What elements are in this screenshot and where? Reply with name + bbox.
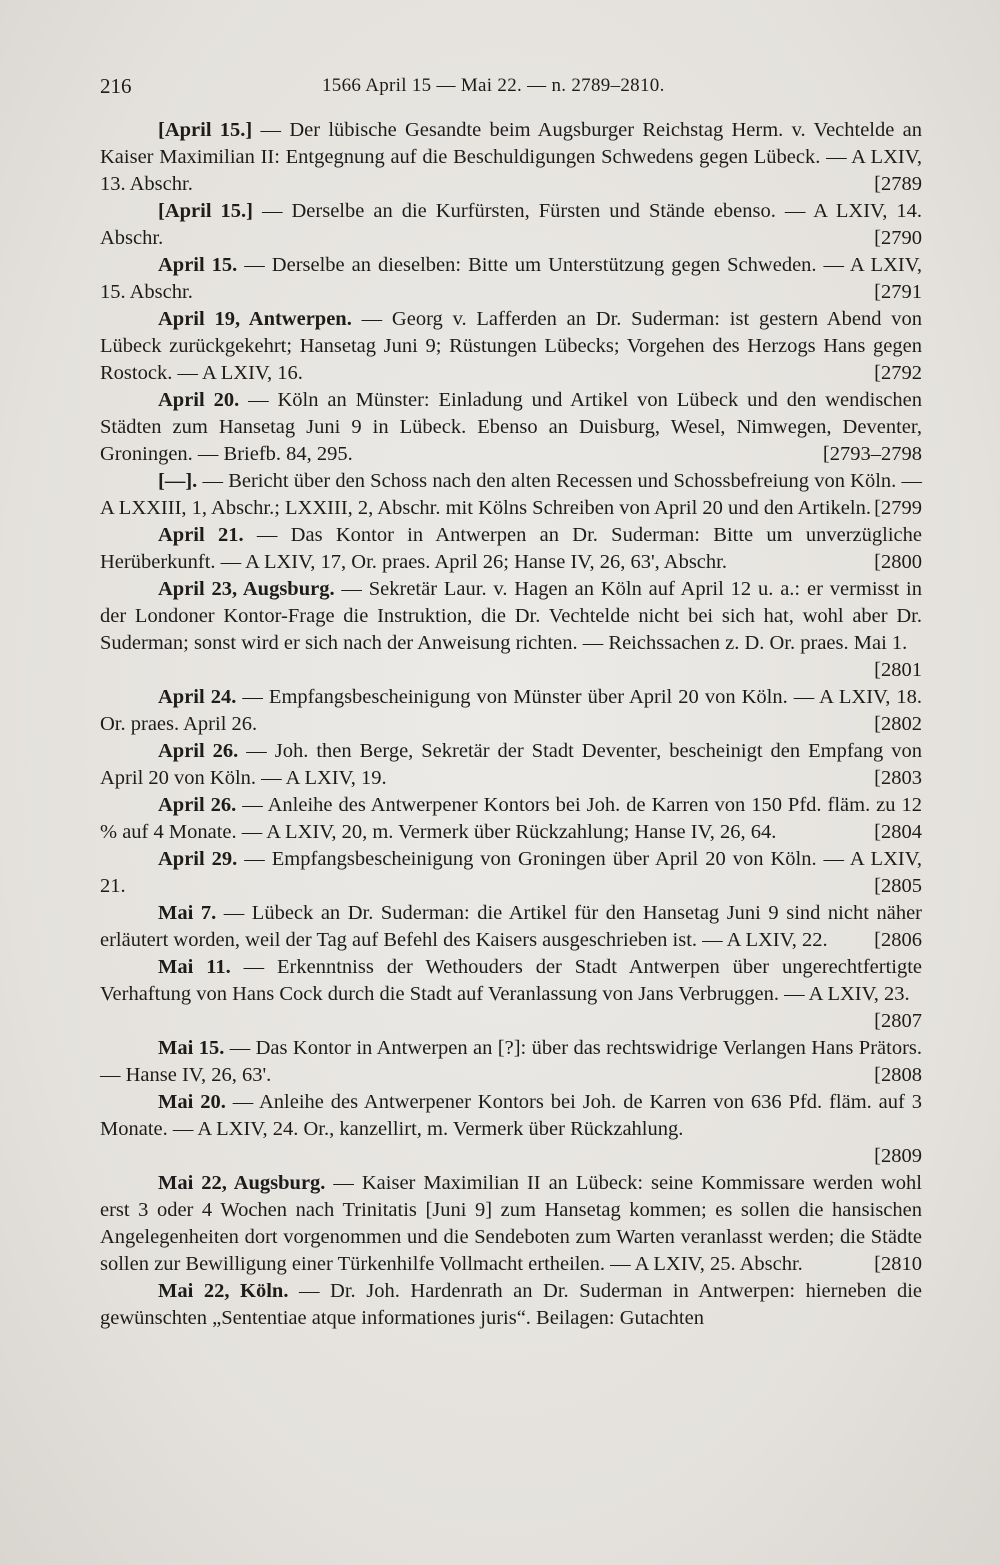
entry-number: [2793–2798 (822, 443, 922, 465)
page-number: 216 (100, 74, 132, 98)
regest-entry (100, 684, 922, 738)
entry-number: [2789 (874, 173, 922, 195)
entry-text: — Erkenntniss der Wethouders der Stadt Antwerpen über ungerechtfertigte Verhaftung von Hans Cock durch die Stadt auf Veranlassung von Jans Verbruggen. — A LXIV, 23. (100, 956, 923, 1005)
entry-number: [2800 (874, 551, 922, 573)
regest-entry (100, 792, 922, 846)
entry-number: [2804 (874, 821, 922, 843)
entry-date: April 15. (158, 254, 238, 276)
entry-date: April 23, Augsburg. (158, 578, 335, 600)
regest-entry (100, 387, 922, 468)
regest-entry (100, 522, 922, 576)
entry-number: [2801 (874, 659, 922, 681)
entry-date: Mai 11. (158, 956, 231, 978)
entry-text: — Anleihe des Antwerpener Kontors bei Joh. de Karren von 150 Pfd. fläm. zu 12 % auf 4 Monate. — A LXIV, 20, m. Vermerk über Rückzahlung; Hanse IV, 26, 64. (100, 794, 922, 843)
entry-date: April 26. (158, 794, 237, 816)
entry-date: Mai 22, Köln. (158, 1280, 289, 1302)
regest-entry (100, 900, 922, 954)
entry-text: — Köln an Münster: Einladung und Artikel von Lübeck und den wendischen Städten zum Hansetag Juni 9 in Lübeck. Ebenso an Duisburg, Wesel, Nimwegen, Deventer, Groningen. — Briefb. 84, 295. (100, 389, 922, 465)
entry-text: — Das Kontor in Antwerpen an Dr. Suderman: Bitte um unverzügliche Herüberkunft. — A LXIV, 17, Or. praes. April 26; Hanse IV, 26, 63', Abschr. (100, 524, 922, 573)
entry-text: — Derselbe an die Kurfürsten, Fürsten und Stände ebenso. — A LXIV, 14. Abschr. (100, 200, 922, 249)
page-header (100, 74, 922, 100)
entry-number: [2790 (874, 227, 922, 249)
entry-number: [2803 (874, 767, 922, 789)
regest-entry (100, 1170, 922, 1278)
entry-date: [April 15.] (158, 119, 253, 141)
regest-entry (100, 1035, 922, 1089)
entry-number: [2805 (874, 875, 922, 897)
entry-date: April 29. (158, 848, 238, 870)
entry-date: April 19, Antwerpen. (158, 308, 352, 330)
entry-text: — Joh. then Berge, Sekretär der Stadt Deventer, bescheinigt den Empfang von April 20 von Köln. — A LXIV, 19. (100, 740, 922, 789)
entry-number: [2807 (874, 1010, 922, 1032)
entry-date: Mai 15. (158, 1037, 225, 1059)
regest-entry (100, 954, 922, 1035)
entry-date: [—]. (158, 470, 198, 492)
regest-entry (100, 1278, 922, 1332)
entry-text: — Kaiser Maximilian II an Lübeck: seine Kommissare werden wohl erst 3 oder 4 Wochen nach Trinitatis [Juni 9] zum Hansetag kommen; es sollen die hansischen Angelegenheiten dort vorgenommen und die Sendeboten zum Warten veranlasst werden; die Städte sollen zur Bewilligung einer Türkenhilfe Vollmacht ertheilen. — A LXIV, 25. Abschr. (100, 1172, 922, 1275)
entry-date: Mai 20. (158, 1091, 226, 1113)
entry-date: [April 15.] (158, 200, 253, 222)
regest-entry (100, 306, 922, 387)
entry-number: [2806 (874, 929, 922, 951)
entry-text: — Bericht über den Schoss nach den alten Recessen und Schossbefreiung von Köln. — A LXXIII, 1, Abschr.; LXXIII, 2, Abschr. mit Kölns Schreiben von April 20 und den Artikeln. (100, 470, 922, 519)
entry-number: [2799 (874, 497, 922, 519)
entry-date: Mai 7. (158, 902, 217, 924)
entry-number: [2791 (874, 281, 922, 303)
entry-text: — Derselbe an dieselben: Bitte um Unterstützung gegen Schweden. — A LXIV, 15. Abschr. (100, 254, 922, 303)
entry-text: — Dr. Joh. Hardenrath an Dr. Suderman in Antwerpen: hierneben die gewünschten „Sententiae atque informationes juris“. Beilagen: Gutachten (100, 1280, 922, 1329)
regest-entry (100, 576, 922, 684)
entry-date: April 21. (158, 524, 244, 546)
entry-text: — Sekretär Laur. v. Hagen an Köln auf April 12 u. a.: er vermisst in der Londoner Kontor-Frage die Instruktion, die Dr. Vechtelde nicht bei sich hat, wohl aber Dr. Suderman; sonst wird er sich nach der Anweisung richten. — Reichssachen z. D. Or. praes. Mai 1. (100, 578, 922, 654)
running-head: 1566 April 15 — Mai 22. — n. 2789–2810. (322, 75, 665, 96)
regest-entry (100, 468, 922, 522)
regest-entry (100, 1089, 922, 1170)
entry-number: [2810 (874, 1253, 922, 1275)
entry-text: — Anleihe des Antwerpener Kontors bei Joh. de Karren von 636 Pfd. fläm. auf 3 Monate. — A LXIV, 24. Or., kanzellirt, m. Vermerk über Rückzahlung. (100, 1091, 923, 1140)
regest-entry (100, 117, 922, 198)
regest-entry (100, 198, 922, 252)
entry-text: — Empfangsbescheinigung von Groningen über April 20 von Köln. — A LXIV, 21. (100, 848, 922, 897)
entry-text: — Empfangsbescheinigung von Münster über April 20 von Köln. — A LXIV, 18. Or. praes. April 26. (100, 686, 922, 735)
entry-text: — Lübeck an Dr. Suderman: die Artikel für den Hansetag Juni 9 sind nicht näher erläutert worden, weil der Tag auf Befehl des Kaisers ausgeschrieben ist. — A LXIV, 22. (100, 902, 922, 951)
entry-number: [2792 (874, 362, 922, 384)
entry-text: — Georg v. Lafferden an Dr. Suderman: ist gestern Abend von Lübeck zurückgekehrt; Hansetag Juni 9; Rüstungen Lübecks; Vorgehen des Herzogs Hans gegen Rostock. — A LXIV, 16. (100, 308, 923, 384)
entry-date: April 24. (158, 686, 237, 708)
entry-text: — Das Kontor in Antwerpen an [?]: über das rechtswidrige Verlangen Hans Prätors. — Hanse IV, 26, 63'. (100, 1037, 922, 1086)
regest-entry (100, 846, 922, 900)
entry-date: April 26. (158, 740, 239, 762)
entry-number: [2808 (874, 1064, 922, 1086)
entry-date: Mai 22, Augsburg. (158, 1172, 326, 1194)
regest-list (100, 117, 922, 1332)
entry-number: [2802 (874, 713, 922, 735)
regest-entry (100, 738, 922, 792)
entry-number: [2809 (874, 1145, 922, 1167)
entry-text: — Der lübische Gesandte beim Augsburger Reichstag Herm. v. Vechtelde an Kaiser Maximilian II: Entgegnung auf die Beschuldigungen Schwedens gegen Lübeck. — A LXIV, 13. Abschr. (100, 119, 922, 195)
entry-date: April 20. (158, 389, 240, 411)
regest-entry (100, 252, 922, 306)
